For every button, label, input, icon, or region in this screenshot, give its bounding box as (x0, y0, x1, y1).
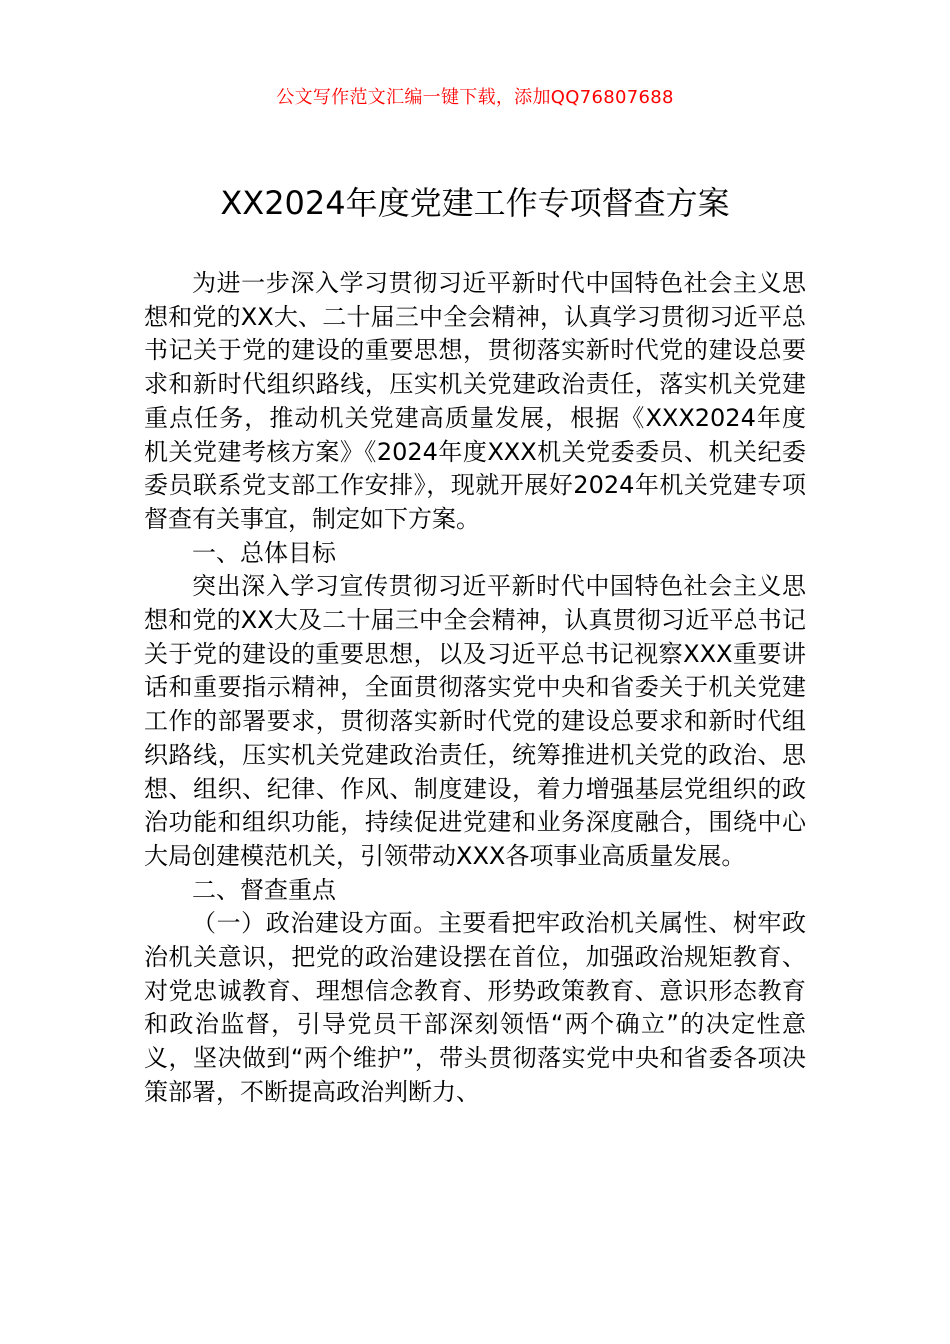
document-title: XX2024年度党建工作专项督查方案 (220, 184, 730, 222)
political-construction-paragraph: （一）政治建设方面。主要看把牢政治机关属性、树牢政治机关意识，把党的政治建设摆在首位，加强政治规矩教育、对党忠诚教育、理想信念教育、形势政策教育、意识形态教育和政治监督，引导党员干部深刻领悟“两个确立”的决定性意义，坚决做到“两个维护”，带头贯彻落实党中央和省委各项决策部署，不断提高政治判断力、 (144, 909, 806, 1106)
section-heading-inspection-focus: 二、督查重点 (192, 875, 336, 904)
watermark-header: 公文写作范文汇编一键下载，添加QQ76807688 (276, 87, 674, 108)
intro-paragraph: 为进一步深入学习贯彻习近平新时代中国特色社会主义思想和党的XX大、二十届三中全会精神，认真学习贯彻习近平总书记关于党的建设的重要思想，贯彻落实新时代党的建设总要求和新时代组织路线，压实机关党建政治责任，落实机关党建重点任务，推动机关党建高质量发展，根据《XXX2024年度机关党建考核方案》《2024年度XXX机关党委委员、机关纪委委员联系党支部工作安排》，现就开展好2024年机关党建专项督查有关事宜，制定如下方案。 (144, 269, 806, 533)
section-heading-overall-goal: 一、总体目标 (192, 538, 336, 567)
document-body (144, 267, 806, 1110)
overall-goal-paragraph: 突出深入学习宣传贯彻习近平新时代中国特色社会主义思想和党的XX大及二十届三中全会精神，认真贯彻习近平总书记关于党的建设的重要思想，以及习近平总书记视察XXX重要讲话和重要指示精神，全面贯彻落实党中央和省委关于机关党建工作的部署要求，贯彻落实新时代党的建设总要求和新时代组织路线，压实机关党建政治责任，统筹推进机关党的政治、思想、组织、纪律、作风、制度建设，着力增强基层党组织的政治功能和组织功能，持续促进党建和业务深度融合，围绕中心大局创建模范机关，引领带动XXX各项事业高质量发展。 (144, 572, 806, 870)
